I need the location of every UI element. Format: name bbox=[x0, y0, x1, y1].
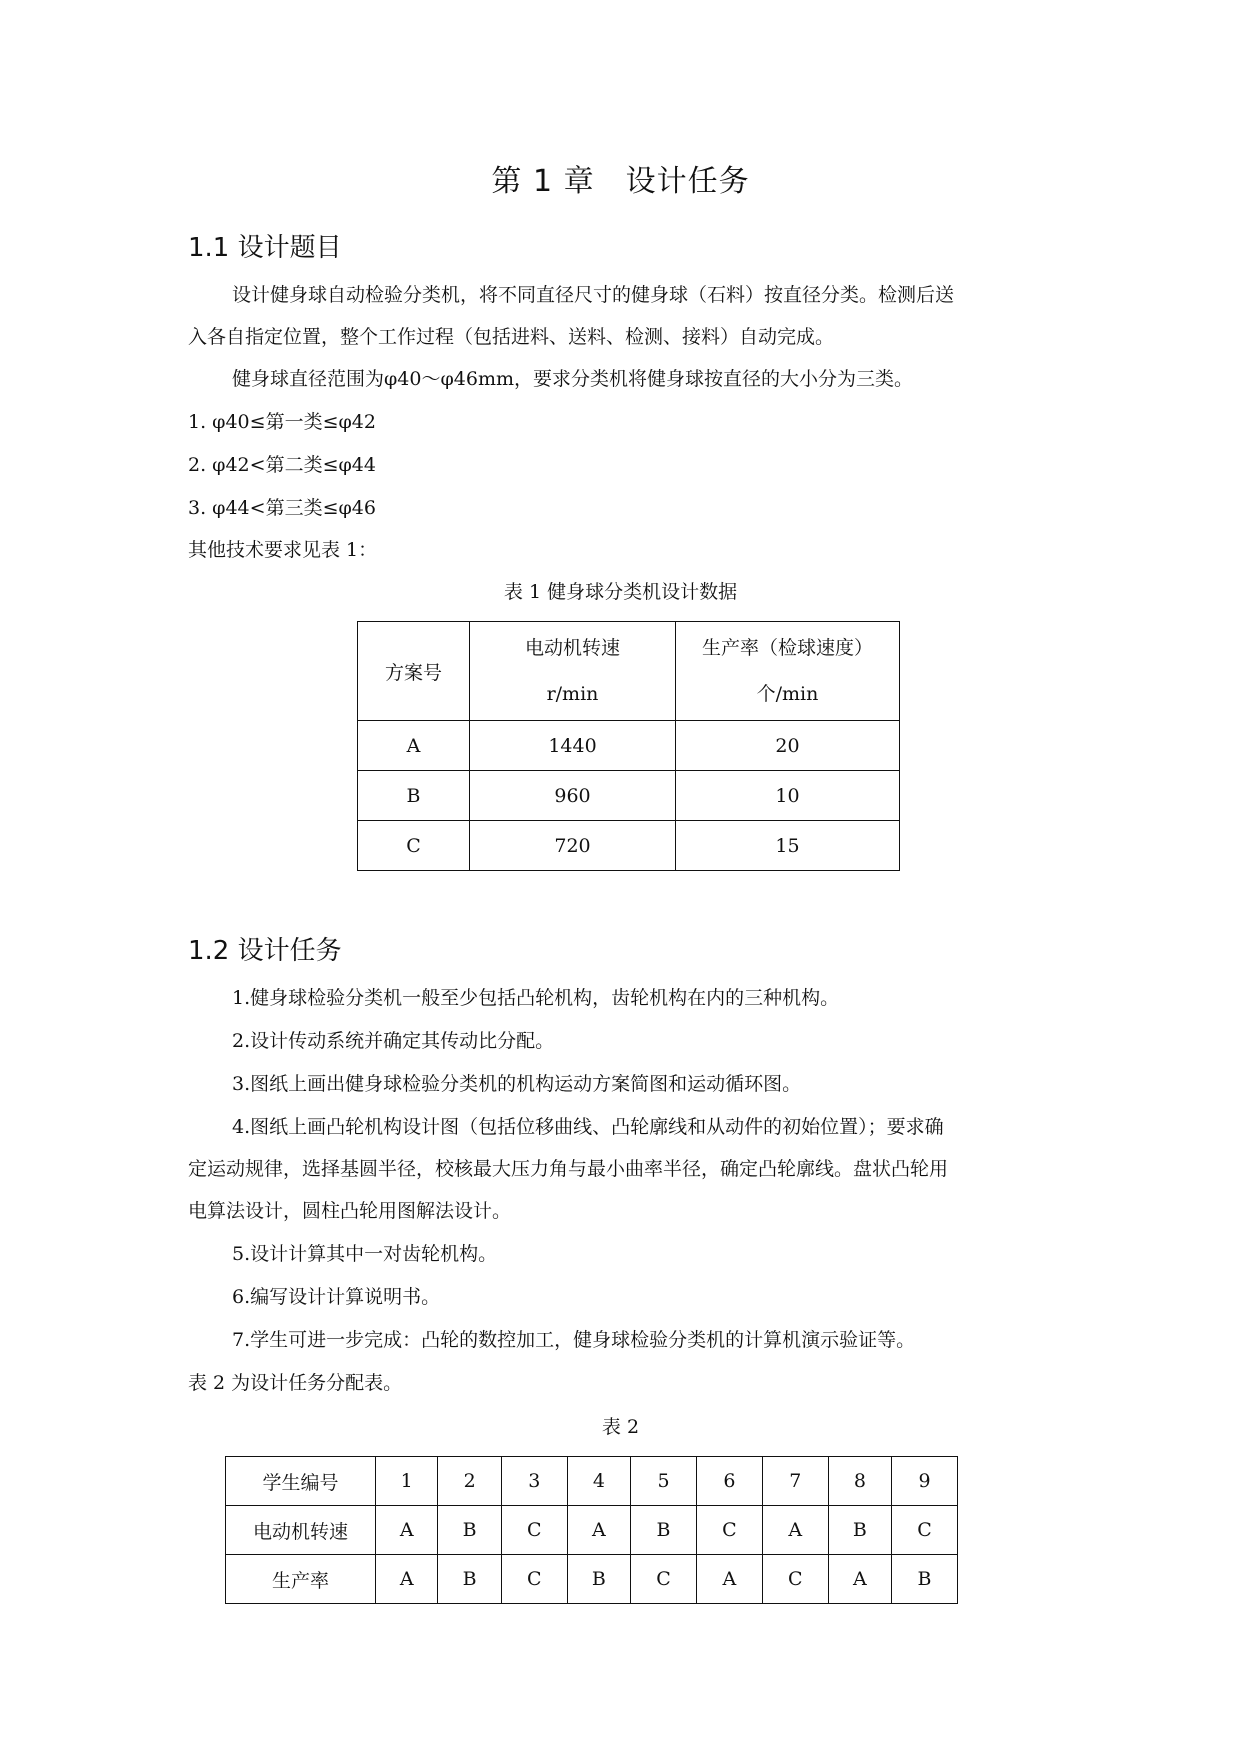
table-header-cell bbox=[470, 622, 676, 721]
paragraph-line: 入各自指定位置，整个工作过程（包括进料、送料、检测、接料）自动完成。 bbox=[188, 326, 835, 348]
table-cell: A bbox=[762, 1506, 828, 1555]
table-cell: B bbox=[438, 1555, 501, 1604]
table-cell: B bbox=[828, 1506, 891, 1555]
table-header-cell bbox=[676, 622, 900, 721]
list-item: 3. φ44<第三类≤φ46 bbox=[188, 497, 376, 519]
row-header-cell: 学生编号 bbox=[226, 1457, 376, 1506]
table-cell: 1440 bbox=[470, 721, 676, 771]
table-cell: 720 bbox=[470, 821, 676, 871]
row-header-cell: 生产率 bbox=[226, 1555, 376, 1604]
table-cell: C bbox=[358, 821, 470, 871]
table-row bbox=[358, 721, 900, 771]
row-header-cell: 电动机转速 bbox=[226, 1506, 376, 1555]
table-cell: A bbox=[358, 721, 470, 771]
table-cell: 6 bbox=[696, 1457, 762, 1506]
task-line: 4.图纸上画凸轮机构设计图（包括位移曲线、凸轮廓线和从动件的初始位置）；要求确 bbox=[232, 1116, 944, 1138]
table-cell: C bbox=[696, 1506, 762, 1555]
header-label: 电动机转速 bbox=[524, 637, 620, 659]
table-cell: 3 bbox=[501, 1457, 567, 1506]
table-cell: B bbox=[567, 1555, 630, 1604]
header-unit: r/min bbox=[546, 683, 599, 705]
task-line: 1.健身球检验分类机一般至少包括凸轮机构，齿轮机构在内的三种机构。 bbox=[232, 987, 840, 1009]
table-cell: 2 bbox=[438, 1457, 501, 1506]
table-cell: C bbox=[501, 1555, 567, 1604]
section-heading-1-1: 1.1 设计题目 bbox=[188, 233, 342, 263]
table-row bbox=[226, 1506, 958, 1555]
table-cell: 8 bbox=[828, 1457, 891, 1506]
table-cell: 1 bbox=[376, 1457, 438, 1506]
table-cell: 15 bbox=[676, 821, 900, 871]
paragraph-line: 健身球直径范围为φ40～φ46mm，要求分类机将健身球按直径的大小分为三类。 bbox=[232, 368, 913, 390]
task-line: 2.设计传动系统并确定其传动比分配。 bbox=[232, 1030, 555, 1052]
task-line: 电算法设计，圆柱凸轮用图解法设计。 bbox=[188, 1200, 512, 1222]
table-cell: 7 bbox=[762, 1457, 828, 1506]
table-cell: 10 bbox=[676, 771, 900, 821]
table-cell: A bbox=[696, 1555, 762, 1604]
table-cell: A bbox=[376, 1506, 438, 1555]
task-assignment-table bbox=[225, 1456, 958, 1604]
design-data-table bbox=[357, 621, 900, 871]
table2-caption: 表 2 bbox=[601, 1416, 640, 1438]
task-line: 定运动规律，选择基圆半径，校核最大压力角与最小曲率半径，确定凸轮廓线。盘状凸轮用 bbox=[188, 1158, 949, 1180]
table-header-cell: 方案号 bbox=[358, 622, 470, 721]
table-cell: 20 bbox=[676, 721, 900, 771]
table-cell: C bbox=[501, 1506, 567, 1555]
table-cell: 5 bbox=[631, 1457, 697, 1506]
table-cell: B bbox=[631, 1506, 697, 1555]
table-cell: A bbox=[828, 1555, 891, 1604]
table-row bbox=[358, 771, 900, 821]
header-label: 生产率（检球速度） bbox=[701, 637, 873, 659]
table-cell: C bbox=[892, 1506, 958, 1555]
header-unit: 个/min bbox=[756, 683, 819, 705]
table-cell: C bbox=[631, 1555, 697, 1604]
table-cell: 9 bbox=[892, 1457, 958, 1506]
paragraph-line: 其他技术要求见表 1： bbox=[188, 539, 378, 561]
table-cell: 4 bbox=[567, 1457, 630, 1506]
task-line: 5.设计计算其中一对齿轮机构。 bbox=[232, 1243, 498, 1265]
table-cell: C bbox=[762, 1555, 828, 1604]
table-cell: B bbox=[438, 1506, 501, 1555]
table1-caption: 表 1 健身球分类机设计数据 bbox=[503, 581, 738, 603]
list-item: 1. φ40≤第一类≤φ42 bbox=[188, 411, 376, 433]
chapter-title: 第 1 章 设计任务 bbox=[491, 164, 750, 199]
table-cell: A bbox=[567, 1506, 630, 1555]
task-line: 3.图纸上画出健身球检验分类机的机构运动方案简图和运动循环图。 bbox=[232, 1073, 802, 1095]
paragraph-line: 设计健身球自动检验分类机，将不同直径尺寸的健身球（石料）按直径分类。检测后送 bbox=[232, 284, 955, 306]
paragraph-line: 表 2 为设计任务分配表。 bbox=[188, 1372, 403, 1394]
table-cell: 960 bbox=[470, 771, 676, 821]
table-cell: B bbox=[892, 1555, 958, 1604]
table-row bbox=[358, 821, 900, 871]
task-line: 6.编写设计计算说明书。 bbox=[232, 1286, 441, 1308]
table-cell: A bbox=[376, 1555, 438, 1604]
table-row bbox=[226, 1457, 958, 1506]
task-line: 7.学生可进一步完成：凸轮的数控加工，健身球检验分类机的计算机演示验证等。 bbox=[232, 1329, 916, 1351]
section-heading-1-2: 1.2 设计任务 bbox=[188, 936, 342, 966]
table-row bbox=[226, 1555, 958, 1604]
table-cell: B bbox=[358, 771, 470, 821]
list-item: 2. φ42<第二类≤φ44 bbox=[188, 454, 376, 476]
